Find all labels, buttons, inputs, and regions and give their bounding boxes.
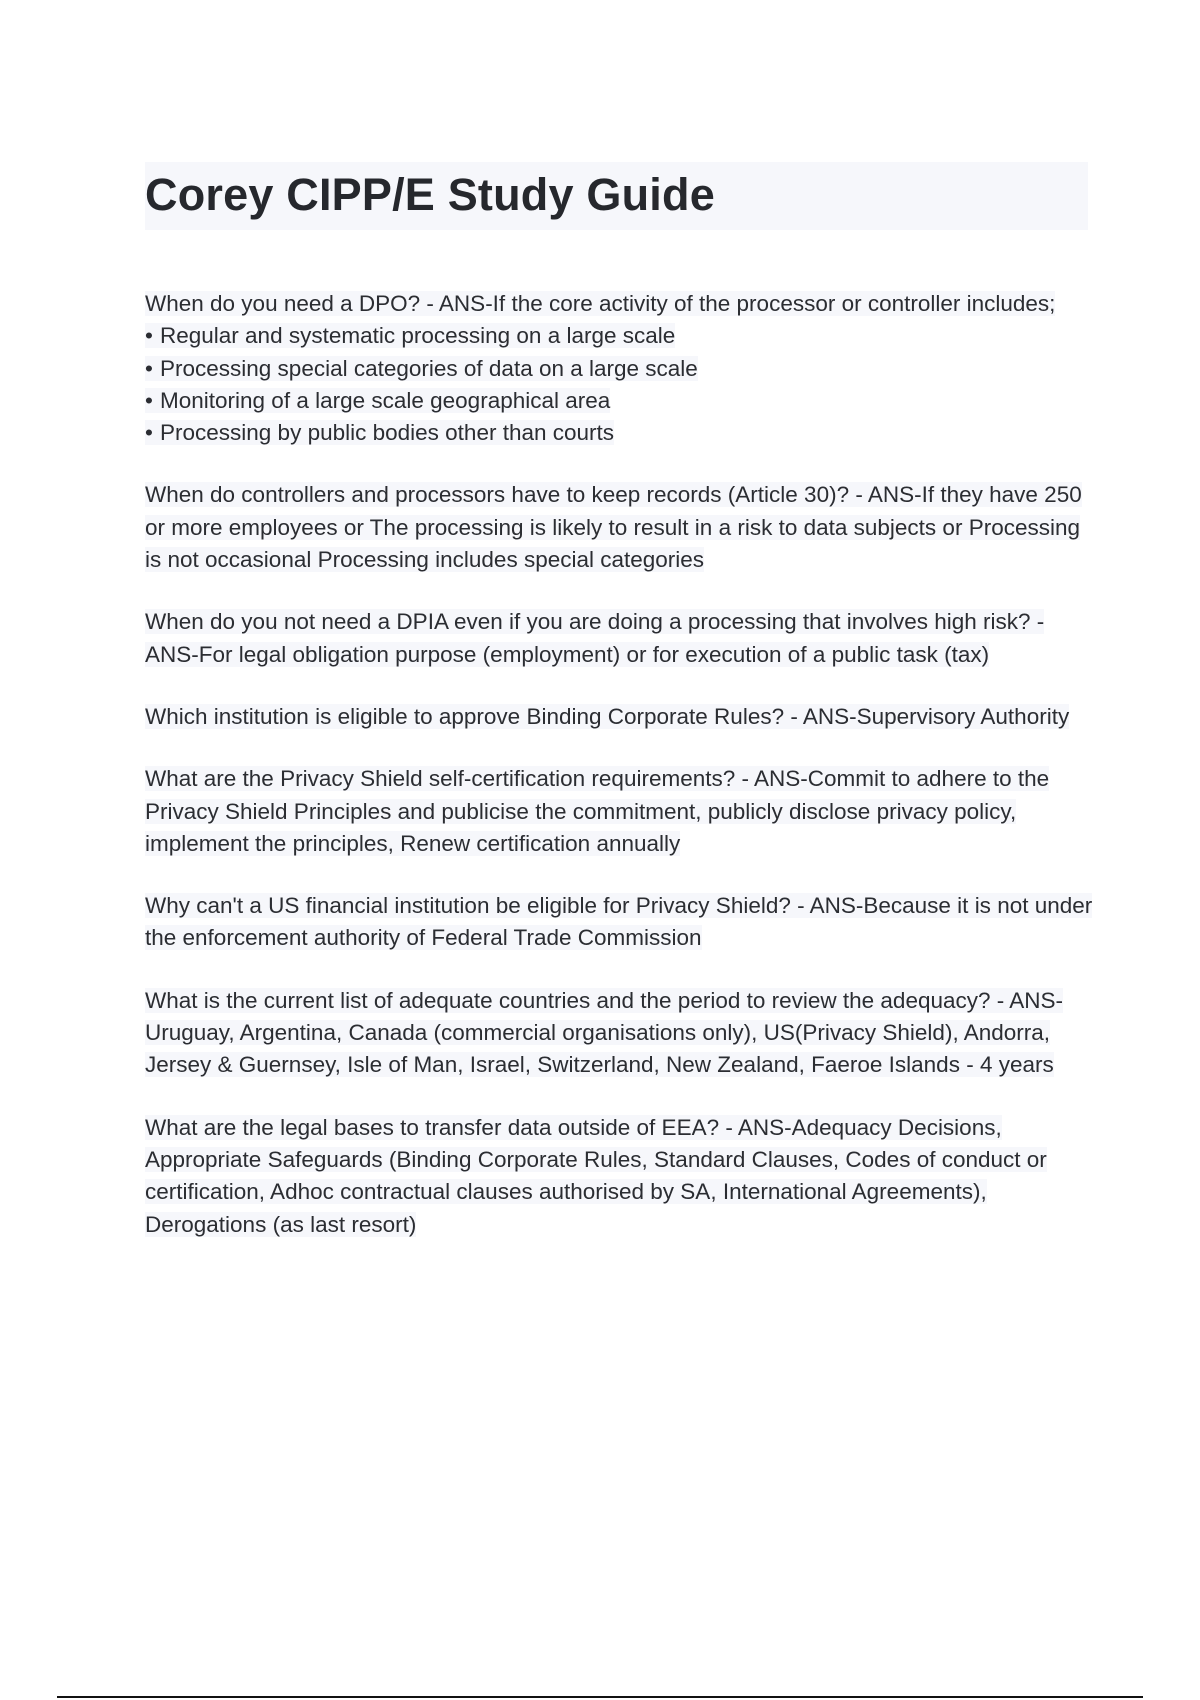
- bullet-icon: •: [145, 420, 153, 446]
- footer-divider: [57, 1696, 1143, 1698]
- qa-item-privacy-shield-requirements: [145, 763, 1093, 860]
- bullet-icon: •: [145, 323, 153, 349]
- bullet-icon: •: [145, 355, 153, 381]
- qa-text-span: What are the legal bases to transfer data outside of EEA? - ANS-Adequacy Decisions, Appropriate Safeguards (Binding Corporate Rules, Standard Clauses, Codes of conduct or certification, Adhoc contractual clauses authorised by SA, International Agreements), Derogations (as last resort): [145, 1114, 1047, 1237]
- study-guide-content: [145, 288, 1093, 1271]
- qa-item-dpo: [145, 288, 1093, 449]
- qa-item-financial-institution: [145, 890, 1093, 955]
- qa-item-bcr: [145, 701, 1093, 733]
- bullet-text: Processing special categories of data on a large scale: [160, 355, 698, 381]
- qa-text-span: When do you need a DPO? - ANS-If the core activity of the processor or controller includes;: [145, 291, 1056, 316]
- qa-item-adequate-countries: [145, 985, 1093, 1082]
- bullet-item: [145, 353, 1093, 385]
- qa-text-span: Which institution is eligible to approve Binding Corporate Rules? - ANS-Supervisory Authority: [145, 703, 1070, 729]
- document-title: Corey CIPP/E Study Guide: [145, 169, 715, 220]
- qa-text-span: What is the current list of adequate countries and the period to review the adequacy? - ANS-Uruguay, Argentina, Canada (commercial organisations only), US(Privacy Shield), Andorra, Jersey & Guernsey, Isle of Man, Israel, Switzerland, New Zealand, Faeroe Islands - 4 years: [145, 987, 1064, 1078]
- bullet-item: [145, 385, 1093, 417]
- bullet-item: [145, 417, 1093, 449]
- qa-text: [145, 985, 1093, 1082]
- qa-text-span: Why can't a US financial institution be eligible for Privacy Shield? - ANS-Because it is not under the enforcement authority of Federal Trade Commission: [145, 893, 1093, 951]
- bullet-list: [145, 320, 1093, 449]
- bullet-text: Processing by public bodies other than courts: [160, 420, 615, 446]
- qa-text: [145, 701, 1093, 733]
- qa-text: [145, 606, 1093, 671]
- qa-item-dpia: [145, 606, 1093, 671]
- bullet-icon: •: [145, 387, 153, 413]
- qa-text: [145, 479, 1093, 576]
- qa-text: [145, 890, 1093, 955]
- qa-text-span: When do you not need a DPIA even if you are doing a processing that involves high risk? - ANS-For legal obligation purpose (employment) or for execution of a public task (tax): [145, 609, 1045, 667]
- bullet-text: Monitoring of a large scale geographical area: [160, 387, 611, 413]
- bullet-item: [145, 320, 1093, 352]
- qa-item-records: [145, 479, 1093, 576]
- bullet-text: Regular and systematic processing on a large scale: [160, 323, 676, 349]
- qa-text-span: When do controllers and processors have to keep records (Article 30)? - ANS-If they have 250 or more employees or The processing is likely to result in a risk to data subjects or Processing is not occasional Processing includes special categories: [145, 482, 1082, 573]
- qa-text: [145, 763, 1093, 860]
- qa-text: [145, 288, 1093, 320]
- qa-text-span: What are the Privacy Shield self-certification requirements? - ANS-Commit to adhere to the Privacy Shield Principles and publicise the commitment, publicly disclose privacy policy, implement the principles, Renew certification annually: [145, 766, 1050, 856]
- qa-text: [145, 1112, 1093, 1241]
- qa-item-legal-bases: [145, 1112, 1093, 1241]
